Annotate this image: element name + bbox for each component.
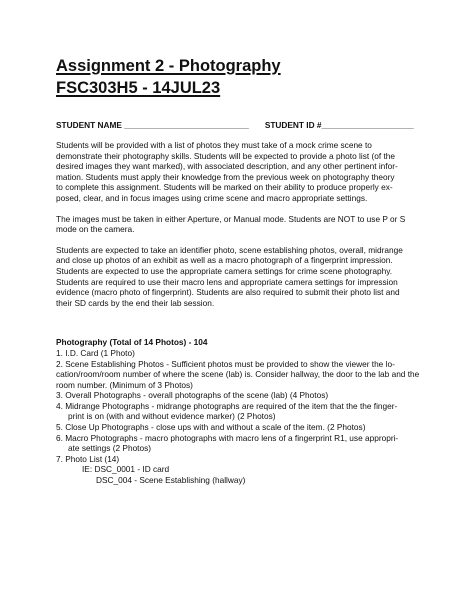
assignment-title: Assignment 2 - Photography xyxy=(56,57,281,75)
expectations-line: and close up photos of an exhibit as well as a macro photograph of a fingerprint impression. xyxy=(56,255,393,266)
expectations-line: Students are required to use their macro lens and appropriate camera settings for impression xyxy=(56,276,398,287)
list-item: room number. (Minimum of 3 Photos) xyxy=(56,379,193,390)
list-item: 2. Scene Establishing Photos - Sufficient photos must be provided to show the viewer the lo- xyxy=(56,358,395,369)
student-name-field[interactable]: STUDENT NAME ___________________________ xyxy=(56,120,249,130)
photography-heading: Photography (Total of 14 Photos) - 104 xyxy=(56,337,208,348)
expectations-line: Students are expected to use the appropriate camera settings for crime scene photography. xyxy=(56,265,393,276)
document-page xyxy=(56,56,424,486)
list-item: 7. Photo List (14) xyxy=(56,453,120,464)
list-item: 6. Macro Photographs - macro photographs with macro lens of a fingerprint R1, use appropri- xyxy=(56,432,399,443)
list-item: cation/room/room number of where the scene (lab) is. Consider hallway, the door to the lab and the xyxy=(56,369,420,380)
student-id-field[interactable]: STUDENT ID #____________________ xyxy=(264,120,414,130)
course-code-date: FSC303H5 - 14JUL23 xyxy=(56,79,221,97)
intro-paragraph xyxy=(56,140,424,204)
list-item: print is on (with and without evidence marker) (2 Photos) xyxy=(68,411,276,422)
list-item: DSC_004 - Scene Establishing (hallway) xyxy=(96,475,246,486)
mode-line: mode on the camera. xyxy=(56,224,135,235)
expectations-line: Students are expected to take an identifier photo, scene establishing photos, overall, midrange xyxy=(56,244,403,255)
expectations-line: evidence (macro photo of fingerprint). Students are also required to submit their photo list and xyxy=(56,287,400,298)
list-item: ate settings (2 Photos) xyxy=(68,443,152,454)
intro-line: demonstrate their photography skills. Students will be expected to provide a photo list (of the xyxy=(56,150,395,161)
intro-line: Students will be provided with a list of photos they must take of a mock crime scene to xyxy=(56,140,372,150)
camera-mode-paragraph xyxy=(56,214,424,235)
intro-line: desired images they want marked), with associated description, and any other pertinent infor- xyxy=(56,161,398,172)
list-item: 1. I.D. Card (1 Photo) xyxy=(56,347,135,358)
intro-line: to complete this assignment. Students will be marked on their ability to produce properly ex- xyxy=(56,182,393,193)
list-item: IE: DSC_0001 - ID card xyxy=(82,464,170,475)
list-item: 4. Midrange Photographs - midrange photographs are required of the item that the the finger- xyxy=(56,400,398,411)
mode-line: The images must be taken in either Aperture, or Manual mode. Students are NOT to use P or S xyxy=(56,213,406,224)
intro-line: posed, clear, and in focus images using crime scene and macro appropriate settings. xyxy=(56,192,368,203)
expectations-line: their SD cards by the end their lab session. xyxy=(56,297,215,308)
list-item: 3. Overall Photographs - overall photographs of the scene (lab) (4 Photos) xyxy=(56,390,329,401)
student-info-line xyxy=(56,120,424,131)
expectations-paragraph xyxy=(56,245,424,309)
list-item: 5. Close Up Photographs - close ups with and without a scale of the item. (2 Photos) xyxy=(56,422,366,433)
photography-list xyxy=(56,348,424,486)
intro-line: mation. Students must apply their knowledge from the previous week on photography theory xyxy=(56,171,395,182)
